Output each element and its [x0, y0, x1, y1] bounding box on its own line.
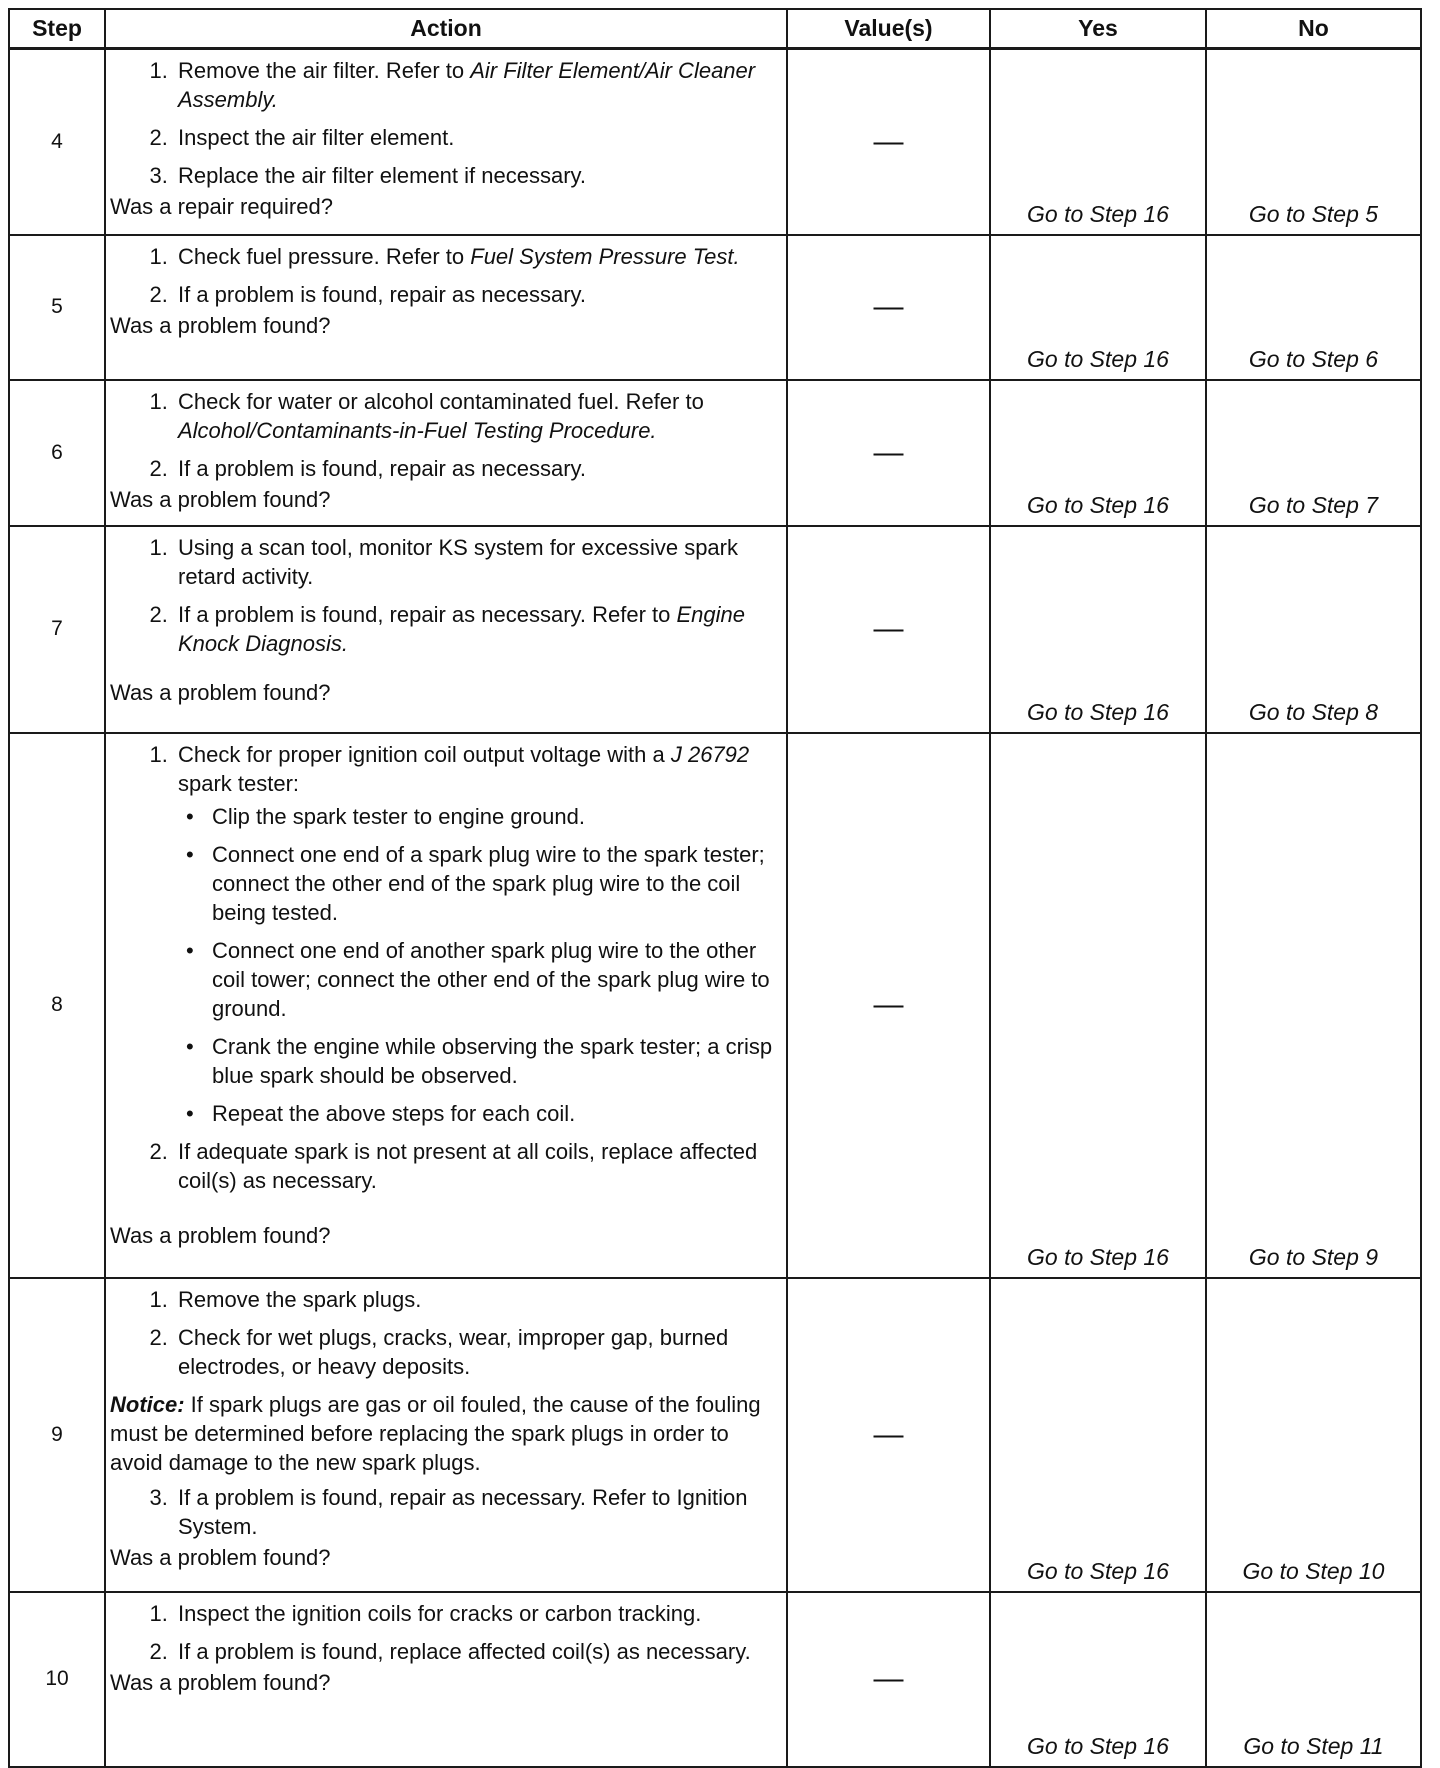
question-text: Was a problem found? [110, 1544, 331, 1570]
action-item: 2. If a problem is found, repair as necessary. [174, 454, 780, 483]
no-cell: Go to Step 5 [1206, 49, 1421, 235]
no-cell: Go to Step 7 [1206, 380, 1421, 526]
no-cell: Go to Step 6 [1206, 235, 1421, 380]
action-list [110, 387, 780, 483]
action-item: 1. Remove the spark plugs. [174, 1285, 780, 1314]
action-cell [105, 1278, 787, 1592]
question-text: Was a problem found? [110, 1222, 331, 1248]
action-item: 3. Replace the air filter element if necessary. [174, 161, 780, 190]
action-list [110, 740, 780, 1195]
action-list [110, 1483, 780, 1541]
no-cell: Go to Step 10 [1206, 1278, 1421, 1592]
action-list [110, 1285, 780, 1381]
diagnostic-table-page [8, 8, 1420, 1768]
yes-cell: Go to Step 16 [990, 1278, 1206, 1592]
action-item: 2. If a problem is found, repair as necessary. [174, 280, 780, 309]
table-row [9, 1592, 1421, 1767]
value-cell: — [787, 1278, 990, 1592]
header-step: Step [9, 9, 105, 49]
yes-cell: Go to Step 16 [990, 526, 1206, 733]
table-row [9, 380, 1421, 526]
action-item: 1. Inspect the ignition coils for cracks or carbon tracking. [174, 1599, 780, 1628]
header-yes: Yes [990, 9, 1206, 49]
value-cell: — [787, 733, 990, 1278]
table-row [9, 526, 1421, 733]
action-item: 1. Using a scan tool, monitor KS system for excessive spark retard activity. [174, 533, 780, 591]
notice-label: Notice: [110, 1391, 185, 1417]
value-cell: — [787, 235, 990, 380]
action-item: 2. Check for wet plugs, cracks, wear, improper gap, burned electrodes, or heavy deposits. [174, 1323, 780, 1381]
header-no: No [1206, 9, 1421, 49]
no-cell: Go to Step 9 [1206, 733, 1421, 1278]
action-item: 2. If adequate spark is not present at all coils, replace affected coil(s) as necessary. [174, 1137, 780, 1195]
action-item: 3. If a problem is found, repair as necessary. Refer to Ignition System. [174, 1483, 780, 1541]
table-row [9, 733, 1421, 1278]
yes-cell: Go to Step 16 [990, 380, 1206, 526]
question-text: Was a problem found? [110, 312, 331, 338]
action-list [110, 533, 780, 658]
action-cell [105, 1592, 787, 1767]
action-cell [105, 235, 787, 380]
action-item: 2. If a problem is found, replace affected coil(s) as necessary. [174, 1637, 780, 1666]
value-cell: — [787, 380, 990, 526]
bullet-item: • Connect one end of another spark plug wire to the other coil tower; connect the other end of the spark plug wire to ground. [212, 936, 780, 1023]
header-row [9, 9, 1421, 49]
question-text: Was a repair required? [110, 194, 333, 219]
value-cell: — [787, 49, 990, 235]
question-text: Was a problem found? [110, 679, 331, 705]
step-number: 10 [9, 1592, 105, 1767]
action-item: 1. Remove the air filter. Refer to Air Filter Element/Air Cleaner Assembly. [174, 56, 780, 114]
bullet-list [178, 802, 780, 1128]
table-row [9, 235, 1421, 380]
step-number: 6 [9, 380, 105, 526]
bullet-item: • Crank the engine while observing the spark tester; a crisp blue spark should be observed. [212, 1032, 780, 1090]
step-number: 4 [9, 49, 105, 235]
value-cell: — [787, 1592, 990, 1767]
step-number: 5 [9, 235, 105, 380]
action-cell [105, 733, 787, 1278]
question-text: Was a problem found? [110, 1669, 331, 1695]
yes-cell: Go to Step 16 [990, 1592, 1206, 1767]
yes-cell: Go to Step 16 [990, 235, 1206, 380]
table-row [9, 1278, 1421, 1592]
header-value: Value(s) [787, 9, 990, 49]
yes-cell: Go to Step 16 [990, 733, 1206, 1278]
notice-paragraph: Notice: If spark plugs are gas or oil fouled, the cause of the fouling must be determined before replacing the spark plugs in order to avoid damage to the new spark plugs. [110, 1391, 761, 1475]
action-cell [105, 526, 787, 733]
table-row [9, 49, 1421, 235]
action-item: 1. Check for water or alcohol contaminated fuel. Refer to Alcohol/Contaminants-in-Fuel Testing Procedure. [174, 387, 780, 445]
no-cell: Go to Step 11 [1206, 1592, 1421, 1767]
bullet-item: • Repeat the above steps for each coil. [212, 1099, 780, 1128]
action-item: 2. Inspect the air filter element. [174, 123, 780, 152]
value-cell: — [787, 526, 990, 733]
question-text: Was a problem found? [110, 486, 331, 512]
header-action: Action [105, 9, 787, 49]
action-item: 1. Check for proper ignition coil output voltage with a J 26792 spark tester: • Clip the spark tester to engine ground. • Connect one end of a spark plug wire to the spark tester; connect the other end of the spark plug wire to the coil being tested. • Connect one end of another spark plug wire to the other coil tower; connect the other end of the spark plug wire to ground. • Crank the engine while observing the spark tester; a crisp blue spark should be observed. • Repeat the above steps for each coil. [174, 740, 780, 1128]
action-cell [105, 380, 787, 526]
yes-cell: Go to Step 16 [990, 49, 1206, 235]
action-cell [105, 49, 787, 235]
action-item: 2. If a problem is found, repair as necessary. Refer to Engine Knock Diagnosis. [174, 600, 780, 658]
action-list [110, 242, 780, 309]
action-item: 1. Check fuel pressure. Refer to Fuel System Pressure Test. [174, 242, 780, 271]
action-list [110, 56, 780, 190]
diagnostic-table [8, 8, 1422, 1768]
step-number: 9 [9, 1278, 105, 1592]
action-list [110, 1599, 780, 1666]
step-number: 7 [9, 526, 105, 733]
no-cell: Go to Step 8 [1206, 526, 1421, 733]
step-number: 8 [9, 733, 105, 1278]
bullet-item: • Connect one end of a spark plug wire to the spark tester; connect the other end of the spark plug wire to the coil being tested. [212, 840, 780, 927]
bullet-item: • Clip the spark tester to engine ground. [212, 802, 780, 831]
